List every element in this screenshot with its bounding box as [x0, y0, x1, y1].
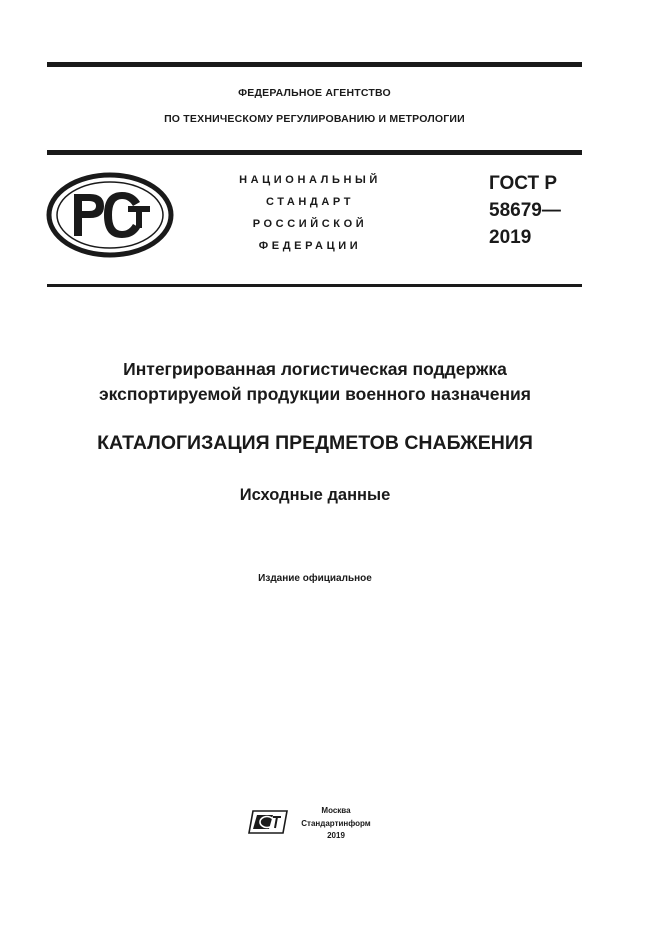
publisher-city: Москва: [321, 806, 351, 815]
middle-rule: [47, 150, 582, 155]
agency-line-1: ФЕДЕРАЛЬНОЕ АГЕНТСТВО: [238, 87, 391, 99]
document-subtitle-caps: КАТАЛОГИЗАЦИЯ ПРЕДМЕТОВ СНАБЖЕНИЯ: [97, 432, 533, 454]
document-title-line-2: экспортируемой продукции военного назначения: [98, 384, 532, 404]
gost-code: [489, 170, 561, 251]
standard-label-line: ФЕДЕРАЦИИ: [258, 240, 362, 252]
standartinform-logo-icon: [247, 807, 291, 837]
standard-label-line: НАЦИОНАЛЬНЫЙ: [239, 174, 381, 186]
top-rule: [47, 62, 582, 67]
publisher-info: [296, 805, 376, 843]
standard-label-line: РОССИЙСКОЙ: [252, 218, 368, 230]
gost-code-line: 2019: [489, 227, 532, 248]
publisher-name: Стандартинформ: [301, 818, 371, 828]
bottom-rule: [47, 284, 582, 287]
document-subtitle: Исходные данные: [239, 486, 391, 504]
publisher-year: 2019: [327, 831, 345, 840]
rst-emblem-icon: [46, 172, 174, 258]
standard-label: [215, 169, 405, 257]
gost-code-line: ГОСТ Р: [489, 173, 558, 194]
edition-label: Издание официальное: [258, 573, 372, 584]
gost-code-line: 58679—: [489, 200, 561, 221]
document-title-line-1: Интегрированная логистическая поддержка: [123, 359, 507, 379]
standard-label-line: СТАНДАРТ: [265, 196, 355, 208]
agency-line-2: ПО ТЕХНИЧЕСКОМУ РЕГУЛИРОВАНИЮ И МЕТРОЛОГИИ: [164, 113, 465, 125]
document-title: [30, 357, 600, 407]
